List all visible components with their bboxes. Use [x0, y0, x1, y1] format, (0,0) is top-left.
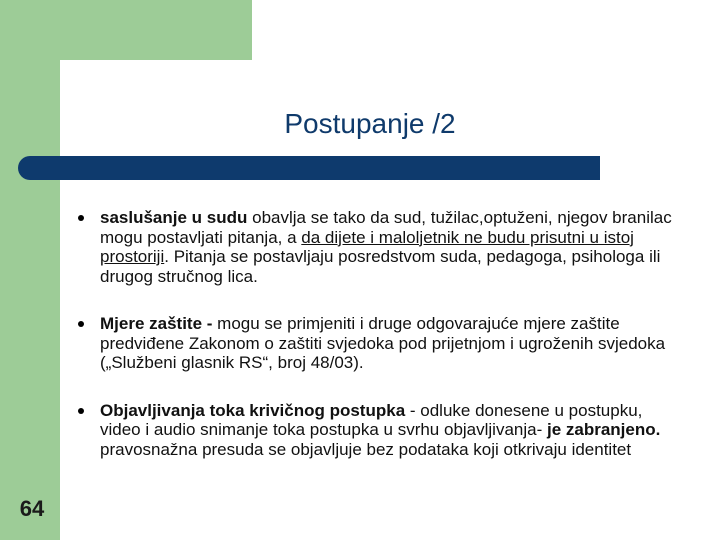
bullet-dot-icon: [78, 408, 84, 414]
bullet-body-continued: pravosnažna presuda se objavljuje bez podataka koji otkrivaju identitet: [100, 439, 632, 459]
bullet-text: [100, 208, 672, 286]
green-side-band: [0, 0, 60, 540]
title-underline-bar: [18, 156, 600, 180]
bullet-text: [100, 314, 672, 373]
list-item: [78, 401, 678, 460]
green-top-band: [0, 0, 252, 60]
bullet-underlined-text: da dijete i maloljetnik ne budu prisutni u istoj prostoriji: [100, 227, 634, 266]
slide-title: Postupanje /2: [284, 108, 456, 139]
bullet-body: - odluke donesene u postupku, video i audio snimanje toka postupka u svrhu objavljivanja-: [100, 400, 643, 439]
bullet-dot-icon: [78, 215, 84, 221]
bullet-list: [78, 208, 678, 487]
bullet-body-continued: . Pitanja se postavljaju posredstvom suda, pedagoga, psihologa ili drugog stručnog lica.: [100, 247, 661, 286]
list-item: [78, 314, 678, 373]
list-item: [78, 208, 678, 286]
bullet-body: mogu se primjeniti i druge odgovarajuće mjere zaštite predviđene Zakonom o zaštiti svjedoka pod prijetnjom i ugroženih svjedoka („Službeni glasnik RS“, broj 48/03).: [100, 314, 666, 372]
bullet-bold-term: Mjere zaštite -: [100, 314, 213, 333]
bullet-body: obavlja se tako da sud, tužilac,optuženi, njegov branilac mogu postavljati pitanja, a: [100, 208, 672, 247]
bullet-bold-term: Objavljivanja toka krivičnog postupka: [100, 400, 406, 420]
bullet-dot-icon: [78, 321, 84, 327]
bullet-bold-emphasis: je zabranjeno.: [546, 420, 661, 439]
bullet-text: [100, 401, 672, 460]
page-number: 64: [19, 496, 45, 521]
bullet-bold-term: saslušanje u sudu: [100, 208, 248, 227]
